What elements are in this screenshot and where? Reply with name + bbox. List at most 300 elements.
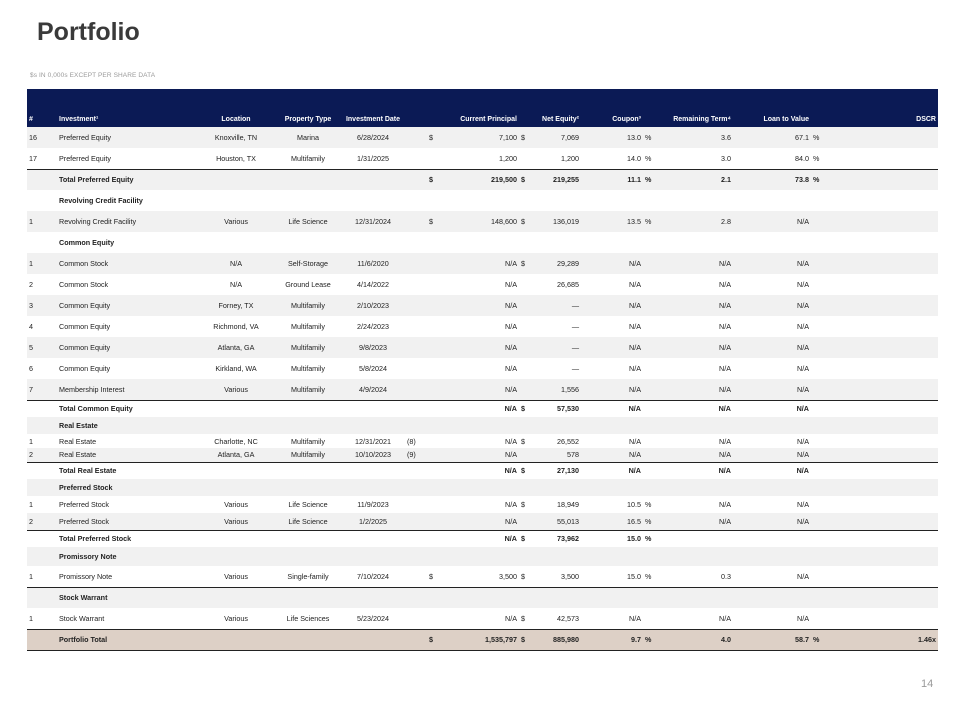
cell-loan-to-value: [733, 530, 811, 547]
cell-coupon: 9.7: [581, 629, 643, 650]
cell-footnote: [405, 417, 427, 434]
cell-currency-symbol: [519, 337, 533, 358]
cell-num: 5: [29, 343, 33, 352]
cell-currency-symbol: $: [519, 530, 533, 547]
table-row: [27, 496, 938, 513]
section-header-row: [27, 587, 938, 608]
cell-net-equity: 26,552: [557, 436, 579, 446]
cell-remaining-term: [655, 587, 733, 608]
cell-remaining-term: N/A: [719, 301, 731, 310]
cell-footnote: [405, 127, 427, 148]
cell-location: [197, 462, 275, 479]
cell-net-equity: [533, 232, 581, 253]
cell-percent-sign: [811, 417, 823, 434]
header-num: #: [29, 116, 33, 123]
cell-current-principal: N/A: [505, 450, 517, 460]
cell-dscr: [823, 448, 938, 462]
cell-dscr: [823, 400, 938, 417]
cell-net-equity: 27,130: [533, 462, 581, 479]
cell-property-type: [275, 169, 341, 190]
cell-property-type: Multifamily: [291, 301, 325, 310]
cell-loan-to-value: N/A: [797, 450, 809, 460]
cell-investment-date: [341, 462, 405, 479]
header-investment: Investment¹: [59, 116, 99, 123]
cell-percent-sign: [643, 274, 655, 295]
cell-dscr: [823, 274, 938, 295]
cell-investment-date: [341, 400, 405, 417]
cell-footnote: [405, 547, 427, 566]
cell-location: [197, 547, 275, 566]
cell-dscr: [823, 358, 938, 379]
cell-coupon: N/A: [629, 384, 641, 394]
cell-footnote: [405, 295, 427, 316]
cell-investment: Stock Warrant: [57, 587, 197, 608]
cell-investment-date: [341, 479, 405, 496]
cell-location: Atlanta, GA: [217, 450, 255, 460]
cell-footnote: [405, 274, 427, 295]
cell-percent-sign: %: [645, 133, 652, 142]
cell-dscr: [823, 232, 938, 253]
cell-dscr: [823, 253, 938, 274]
cell-location: Various: [224, 571, 248, 581]
cell-net-equity: 3,500: [561, 571, 579, 581]
portfolio-table: [27, 89, 938, 651]
cell-num: [27, 479, 57, 496]
cell-num: [27, 232, 57, 253]
cell-percent-sign: %: [645, 153, 652, 163]
cell-coupon: 16.5: [627, 516, 641, 526]
cell-investment-date: 4/14/2022: [357, 280, 389, 289]
cell-num: [27, 530, 57, 547]
cell-coupon: [581, 547, 643, 566]
cell-location: N/A: [230, 259, 242, 268]
cell-percent-sign: [811, 358, 823, 379]
table-header-row: [27, 89, 938, 127]
cell-property-type: Marina: [297, 133, 319, 142]
cell-investment-date: 1/31/2025: [357, 153, 389, 163]
cell-loan-to-value: N/A: [733, 462, 811, 479]
cell-percent-sign: [811, 566, 823, 587]
cell-investment: Total Real Estate: [57, 462, 197, 479]
cell-location: [197, 479, 275, 496]
cell-currency-symbol: [427, 530, 443, 547]
table-row: [27, 358, 938, 379]
cell-current-principal: 1,535,797: [443, 629, 519, 650]
cell-loan-to-value: N/A: [733, 400, 811, 417]
cell-current-principal: 1,200: [499, 153, 517, 163]
cell-percent-sign: [811, 496, 823, 513]
cell-percent-sign: [811, 587, 823, 608]
cell-currency-symbol: [427, 358, 443, 379]
cell-dscr: [823, 379, 938, 400]
cell-percent-sign: [811, 513, 823, 530]
cell-currency-symbol: $: [427, 629, 443, 650]
cell-remaining-term: [655, 232, 733, 253]
cell-footnote: [405, 148, 427, 169]
cell-investment-date: 2/10/2023: [357, 301, 389, 310]
cell-location: Houston, TX: [216, 153, 256, 163]
cell-percent-sign: [643, 608, 655, 629]
cell-dscr: [823, 417, 938, 434]
header-dscr: DSCR: [916, 116, 936, 123]
cell-current-principal: N/A: [505, 259, 517, 268]
cell-investment-date: [341, 587, 405, 608]
cell-dscr: [823, 513, 938, 530]
cell-dscr: [823, 547, 938, 566]
cell-net-equity: [533, 190, 581, 211]
table-row: [27, 434, 938, 448]
cell-percent-sign: [643, 253, 655, 274]
cell-investment: Common Stock: [59, 280, 109, 289]
cell-location: Various: [224, 500, 248, 509]
cell-percent-sign: [811, 479, 823, 496]
cell-investment: Portfolio Total: [57, 629, 197, 650]
cell-dscr: [823, 316, 938, 337]
cell-property-type: Multifamily: [291, 384, 325, 394]
cell-currency-symbol: [519, 148, 533, 169]
cell-property-type: [275, 547, 341, 566]
header-location: Location: [221, 116, 251, 123]
cell-currency-symbol: [519, 274, 533, 295]
cell-coupon: [581, 190, 643, 211]
cell-investment: Real Estate: [59, 436, 97, 446]
cell-investment-date: 5/23/2024: [357, 613, 389, 623]
cell-location: Kirkland, WA: [215, 364, 257, 373]
cell-investment-date: 4/9/2024: [359, 384, 387, 394]
cell-investment: Real Estate: [59, 450, 97, 460]
cell-loan-to-value: N/A: [797, 301, 809, 310]
cell-percent-sign: [643, 547, 655, 566]
cell-num: 2: [29, 516, 33, 526]
cell-net-equity: —: [571, 364, 579, 373]
cell-current-principal: N/A: [443, 462, 519, 479]
header-coupon: Coupon³: [612, 116, 641, 123]
cell-dscr: [823, 462, 938, 479]
cell-footnote: [405, 337, 427, 358]
cell-num: 1: [29, 500, 33, 509]
cell-percent-sign: [643, 232, 655, 253]
cell-property-type: [275, 400, 341, 417]
cell-dscr: [823, 148, 938, 169]
cell-currency-symbol: [427, 379, 443, 400]
cell-percent-sign: %: [645, 217, 652, 226]
cell-investment: Common Stock: [59, 259, 109, 268]
cell-net-equity: 136,019: [553, 217, 579, 226]
cell-current-principal: [443, 547, 519, 566]
cell-num: [27, 462, 57, 479]
cell-current-principal: N/A: [443, 530, 519, 547]
cell-num: [27, 190, 57, 211]
cell-currency-symbol: [519, 587, 533, 608]
cell-coupon: N/A: [581, 400, 643, 417]
cell-currency-symbol: [427, 274, 443, 295]
cell-currency-symbol: $: [521, 259, 525, 268]
cell-net-equity: [533, 479, 581, 496]
cell-coupon: 10.5: [627, 500, 641, 509]
table-row: [27, 337, 938, 358]
cell-percent-sign: %: [813, 133, 820, 142]
cell-property-type: Life Science: [288, 500, 328, 509]
cell-percent-sign: [643, 337, 655, 358]
table-row: [27, 608, 938, 629]
cell-percent-sign: [811, 608, 823, 629]
table-row: [27, 513, 938, 530]
table-row: [27, 253, 938, 274]
cell-dscr: [823, 587, 938, 608]
cell-footnote: (8): [407, 436, 416, 446]
cell-percent-sign: [811, 274, 823, 295]
cell-percent-sign: [643, 434, 655, 448]
cell-location: [197, 232, 275, 253]
cell-loan-to-value: N/A: [797, 571, 809, 581]
cell-investment: Common Equity: [59, 343, 111, 352]
cell-investment: Real Estate: [59, 421, 98, 430]
cell-currency-symbol: [427, 253, 443, 274]
cell-property-type: Life Sciences: [286, 613, 330, 623]
cell-footnote: [405, 253, 427, 274]
section-header-row: [27, 190, 938, 211]
cell-currency-symbol: [427, 462, 443, 479]
cell-percent-sign: [643, 448, 655, 462]
cell-dscr: [823, 434, 938, 448]
cell-currency-symbol: $: [521, 613, 525, 623]
cell-loan-to-value: 73.8: [733, 169, 811, 190]
cell-net-equity: 219,255: [533, 169, 581, 190]
portfolio-total-row: [27, 629, 938, 650]
cell-percent-sign: [811, 316, 823, 337]
cell-remaining-term: N/A: [719, 343, 731, 352]
cell-percent-sign: %: [643, 629, 655, 650]
cell-loan-to-value: 67.1: [795, 133, 809, 142]
cell-investment-date: [341, 547, 405, 566]
cell-net-equity: 73,962: [533, 530, 581, 547]
cell-property-type: Multifamily: [291, 436, 325, 446]
cell-property-type: Multifamily: [291, 343, 325, 352]
cell-percent-sign: %: [813, 153, 820, 163]
cell-investment: Common Equity: [59, 322, 111, 331]
cell-footnote: [405, 629, 427, 650]
cell-current-principal: N/A: [505, 322, 517, 331]
cell-net-equity: —: [571, 343, 579, 352]
cell-investment-date: [341, 169, 405, 190]
cell-location: Various: [224, 217, 248, 226]
header-remaining-term: Remaining Term⁴: [673, 116, 731, 123]
cell-remaining-term: [655, 190, 733, 211]
cell-loan-to-value: [733, 479, 811, 496]
cell-currency-symbol: [519, 232, 533, 253]
cell-property-type: [275, 417, 341, 434]
cell-property-type: Life Science: [288, 217, 328, 226]
cell-remaining-term: [655, 547, 733, 566]
cell-percent-sign: [643, 190, 655, 211]
cell-footnote: [405, 400, 427, 417]
cell-current-principal: 219,500: [443, 169, 519, 190]
cell-property-type: Multifamily: [291, 322, 325, 331]
cell-location: Atlanta, GA: [217, 343, 255, 352]
cell-loan-to-value: N/A: [797, 217, 809, 226]
cell-currency-symbol: [427, 232, 443, 253]
cell-loan-to-value: N/A: [797, 384, 809, 394]
cell-footnote: [405, 232, 427, 253]
cell-net-equity: [533, 417, 581, 434]
cell-currency-symbol: $: [521, 133, 525, 142]
cell-currency-symbol: [519, 316, 533, 337]
cell-num: [27, 547, 57, 566]
cell-percent-sign: [811, 379, 823, 400]
units-note: $s IN 0,000s EXCEPT PER SHARE DATA: [30, 72, 156, 79]
cell-percent-sign: [643, 479, 655, 496]
cell-property-type: Self-Storage: [288, 259, 328, 268]
cell-loan-to-value: N/A: [797, 259, 809, 268]
cell-investment: Preferred Equity: [59, 153, 111, 163]
cell-currency-symbol: [519, 379, 533, 400]
table-row: [27, 316, 938, 337]
cell-current-principal: [443, 232, 519, 253]
cell-investment-date: 12/31/2021: [355, 436, 391, 446]
cell-coupon: N/A: [629, 343, 641, 352]
cell-loan-to-value: N/A: [797, 436, 809, 446]
section-header-row: [27, 547, 938, 566]
cell-currency-symbol: $: [427, 169, 443, 190]
cell-location: N/A: [230, 280, 242, 289]
cell-coupon: 13.5: [627, 217, 641, 226]
cell-coupon: 13.0: [627, 133, 641, 142]
cell-property-type: Multifamily: [291, 153, 325, 163]
page-title: Portfolio: [37, 18, 140, 46]
cell-current-principal: 3,500: [499, 571, 517, 581]
cell-currency-symbol: [427, 434, 443, 448]
cell-coupon: N/A: [629, 280, 641, 289]
cell-num: 2: [29, 280, 33, 289]
cell-percent-sign: [811, 462, 823, 479]
cell-coupon: N/A: [629, 301, 641, 310]
cell-num: 4: [29, 322, 33, 331]
cell-remaining-term: N/A: [719, 280, 731, 289]
cell-remaining-term: 4.0: [655, 629, 733, 650]
cell-currency-symbol: $: [429, 133, 433, 142]
cell-net-equity: 578: [567, 450, 579, 460]
cell-num: 3: [29, 301, 33, 310]
cell-dscr: [823, 190, 938, 211]
cell-property-type: [275, 587, 341, 608]
cell-remaining-term: N/A: [655, 400, 733, 417]
cell-percent-sign: %: [645, 500, 652, 509]
cell-percent-sign: [643, 417, 655, 434]
cell-coupon: 15.0: [627, 571, 641, 581]
cell-footnote: [405, 190, 427, 211]
cell-investment-date: [341, 190, 405, 211]
cell-num: 1: [29, 436, 33, 446]
cell-location: [197, 417, 275, 434]
cell-coupon: N/A: [629, 364, 641, 373]
cell-currency-symbol: $: [521, 436, 525, 446]
cell-property-type: Multifamily: [291, 364, 325, 373]
cell-currency-symbol: $: [521, 571, 525, 581]
cell-net-equity: 1,200: [561, 153, 579, 163]
cell-percent-sign: [643, 295, 655, 316]
cell-coupon: N/A: [629, 450, 641, 460]
cell-footnote: (9): [407, 450, 416, 460]
cell-remaining-term: 0.3: [721, 571, 731, 581]
cell-location: Forney, TX: [218, 301, 254, 310]
cell-percent-sign: [811, 253, 823, 274]
cell-remaining-term: 3.0: [721, 153, 731, 163]
cell-num: [27, 417, 57, 434]
cell-currency-symbol: [427, 417, 443, 434]
cell-loan-to-value: N/A: [797, 280, 809, 289]
cell-dscr: 1.46x: [823, 629, 938, 650]
cell-percent-sign: [643, 358, 655, 379]
cell-investment: Total Preferred Equity: [57, 169, 197, 190]
cell-remaining-term: N/A: [655, 462, 733, 479]
cell-currency-symbol: [519, 358, 533, 379]
cell-dscr: [823, 566, 938, 587]
cell-currency-symbol: [427, 587, 443, 608]
cell-remaining-term: [655, 417, 733, 434]
cell-footnote: [405, 316, 427, 337]
table-row: [27, 211, 938, 232]
cell-footnote: [405, 530, 427, 547]
cell-footnote: [405, 587, 427, 608]
cell-remaining-term: N/A: [719, 322, 731, 331]
cell-percent-sign: [643, 587, 655, 608]
cell-current-principal: 148,600: [491, 217, 517, 226]
cell-percent-sign: %: [645, 516, 652, 526]
cell-loan-to-value: [733, 232, 811, 253]
cell-coupon: 15.0: [581, 530, 643, 547]
cell-currency-symbol: $: [521, 500, 525, 509]
table-row: [27, 566, 938, 587]
cell-percent-sign: %: [811, 169, 823, 190]
cell-net-equity: 42,573: [557, 613, 579, 623]
cell-loan-to-value: [733, 417, 811, 434]
cell-dscr: [823, 169, 938, 190]
cell-footnote: [405, 211, 427, 232]
cell-investment: Preferred Stock: [59, 516, 109, 526]
cell-percent-sign: [643, 379, 655, 400]
cell-investment-date: [341, 232, 405, 253]
cell-currency-symbol: [427, 337, 443, 358]
cell-dscr: [823, 530, 938, 547]
cell-location: Charlotte, NC: [214, 436, 258, 446]
cell-location: Various: [224, 384, 248, 394]
cell-investment: Stock Warrant: [59, 613, 105, 623]
header-investment-date: Investment Date: [345, 116, 401, 123]
table-row: [27, 274, 938, 295]
cell-current-principal: [443, 417, 519, 434]
cell-remaining-term: N/A: [719, 436, 731, 446]
cell-currency-symbol: [427, 400, 443, 417]
cell-currency-symbol: $: [429, 217, 433, 226]
cell-currency-symbol: $: [429, 571, 433, 581]
table-row: [27, 148, 938, 169]
cell-remaining-term: N/A: [719, 500, 731, 509]
cell-remaining-term: N/A: [719, 450, 731, 460]
cell-num: [27, 169, 57, 190]
cell-currency-symbol: [519, 190, 533, 211]
cell-currency-symbol: [519, 417, 533, 434]
cell-current-principal: N/A: [505, 500, 517, 509]
cell-investment-date: 5/8/2024: [359, 364, 387, 373]
cell-remaining-term: N/A: [719, 613, 731, 623]
cell-remaining-term: 2.1: [655, 169, 733, 190]
cell-location: Various: [224, 516, 248, 526]
cell-currency-symbol: [427, 448, 443, 462]
cell-currency-symbol: [427, 190, 443, 211]
subtotal-row: [27, 400, 938, 417]
cell-num: 6: [29, 364, 33, 373]
cell-percent-sign: %: [645, 571, 652, 581]
